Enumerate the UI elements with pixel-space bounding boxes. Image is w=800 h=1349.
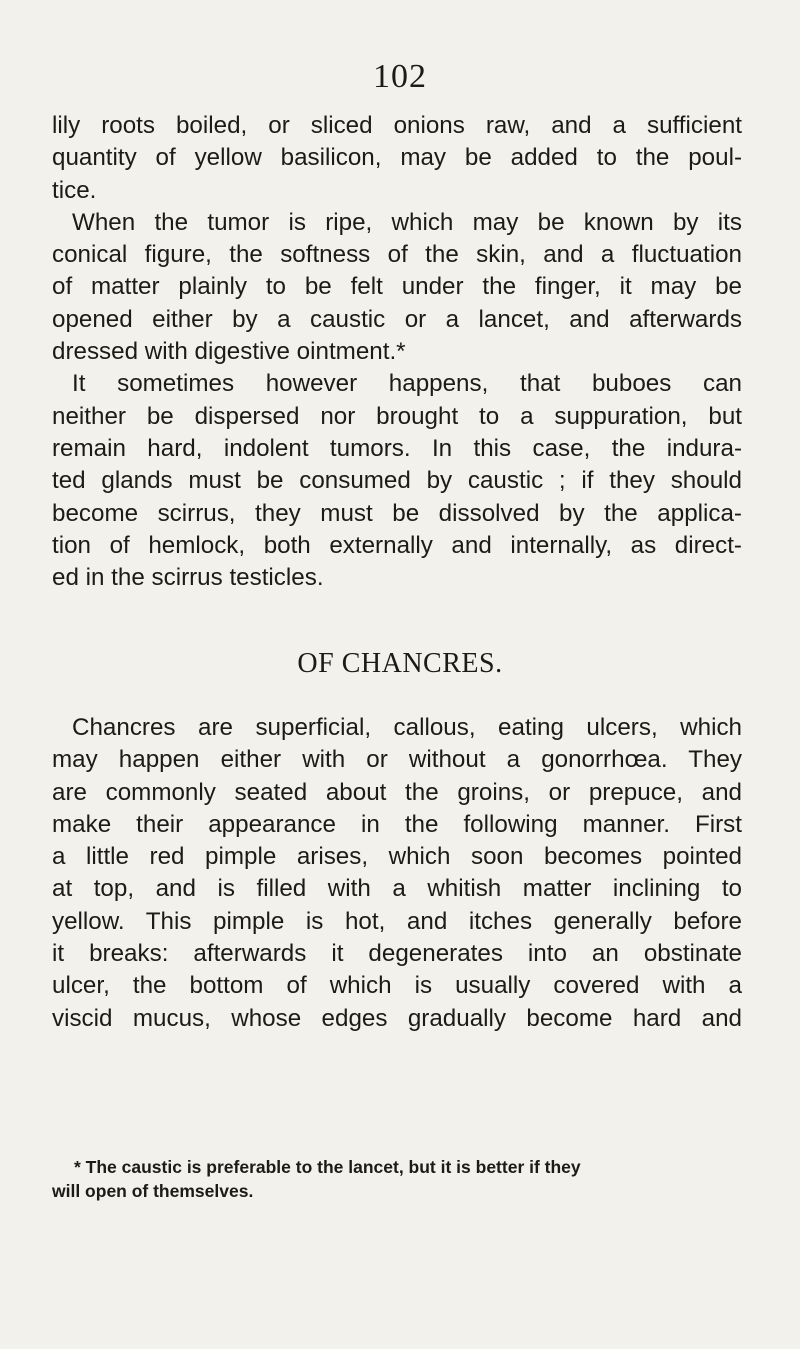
text-line: When the tumor is ripe, which may be known by its — [72, 208, 742, 236]
text-line: it breaks: afterwards it degenerates into an obstinate — [52, 940, 742, 968]
text-line: ulcer, the bottom of which is usually covered with a — [52, 972, 742, 1000]
text-line: quantity of yellow basilicon, may be added to the poul- — [52, 144, 742, 172]
text-line: are commonly seated about the groins, or prepuce, and — [52, 778, 742, 806]
text-line: Chancres are superficial, callous, eating ulcers, which — [72, 714, 742, 741]
text-line: of matter plainly to be felt under the finger, it may be — [52, 273, 742, 301]
paragraph-poultice — [52, 110, 742, 207]
text-line: neither be dispersed nor brought to a suppuration, but — [52, 402, 742, 430]
body-text — [52, 110, 742, 594]
text-line: yellow. This pimple is hot, and itches generally before — [52, 907, 742, 935]
text-line: tion of hemlock, both externally and internally, as direct- — [52, 531, 742, 559]
footnote-line: will open of themselves. — [52, 1181, 254, 1201]
text-line: a little red pimple arises, which soon becomes pointed — [52, 843, 742, 871]
footnote-line: * The caustic is preferable to the lancet, but it is better if they — [74, 1157, 581, 1177]
text-line: at top, and is filled with a whitish matter inclining to — [52, 875, 742, 903]
text-line: become scirrus, they must be dissolved by the applica- — [52, 499, 742, 527]
text-line: remain hard, indolent tumors. In this case, the indura- — [52, 434, 742, 462]
chancres-section — [52, 712, 742, 1035]
section-heading: OF CHANCRES. — [297, 648, 503, 679]
text-line: dressed with digestive ointment.* — [52, 338, 406, 366]
text-line: ed in the scirrus testicles. — [52, 564, 324, 592]
text-line: It sometimes however happens, that buboes can — [72, 370, 742, 398]
text-line: tice. — [52, 176, 97, 204]
paragraph-buboes — [52, 368, 742, 594]
text-line: ted glands must be consumed by caustic ; if they should — [52, 467, 742, 495]
paragraph-tumor-ripe — [52, 207, 742, 368]
text-line: make their appearance in the following manner. First — [52, 810, 742, 838]
text-line: lily roots boiled, or sliced onions raw, and a sufficient — [52, 112, 742, 139]
text-line: opened either by a caustic or a lancet, and afterwards — [52, 305, 742, 333]
footnote — [52, 1155, 742, 1203]
text-line: conical figure, the softness of the skin, and a fluctuation — [52, 241, 742, 269]
text-line: may happen either with or without a gonorrhœa. They — [52, 746, 742, 774]
page-number: 102 — [373, 58, 427, 95]
paragraph-chancres — [52, 712, 742, 1035]
text-line: viscid mucus, whose edges gradually become hard and — [52, 1004, 742, 1032]
